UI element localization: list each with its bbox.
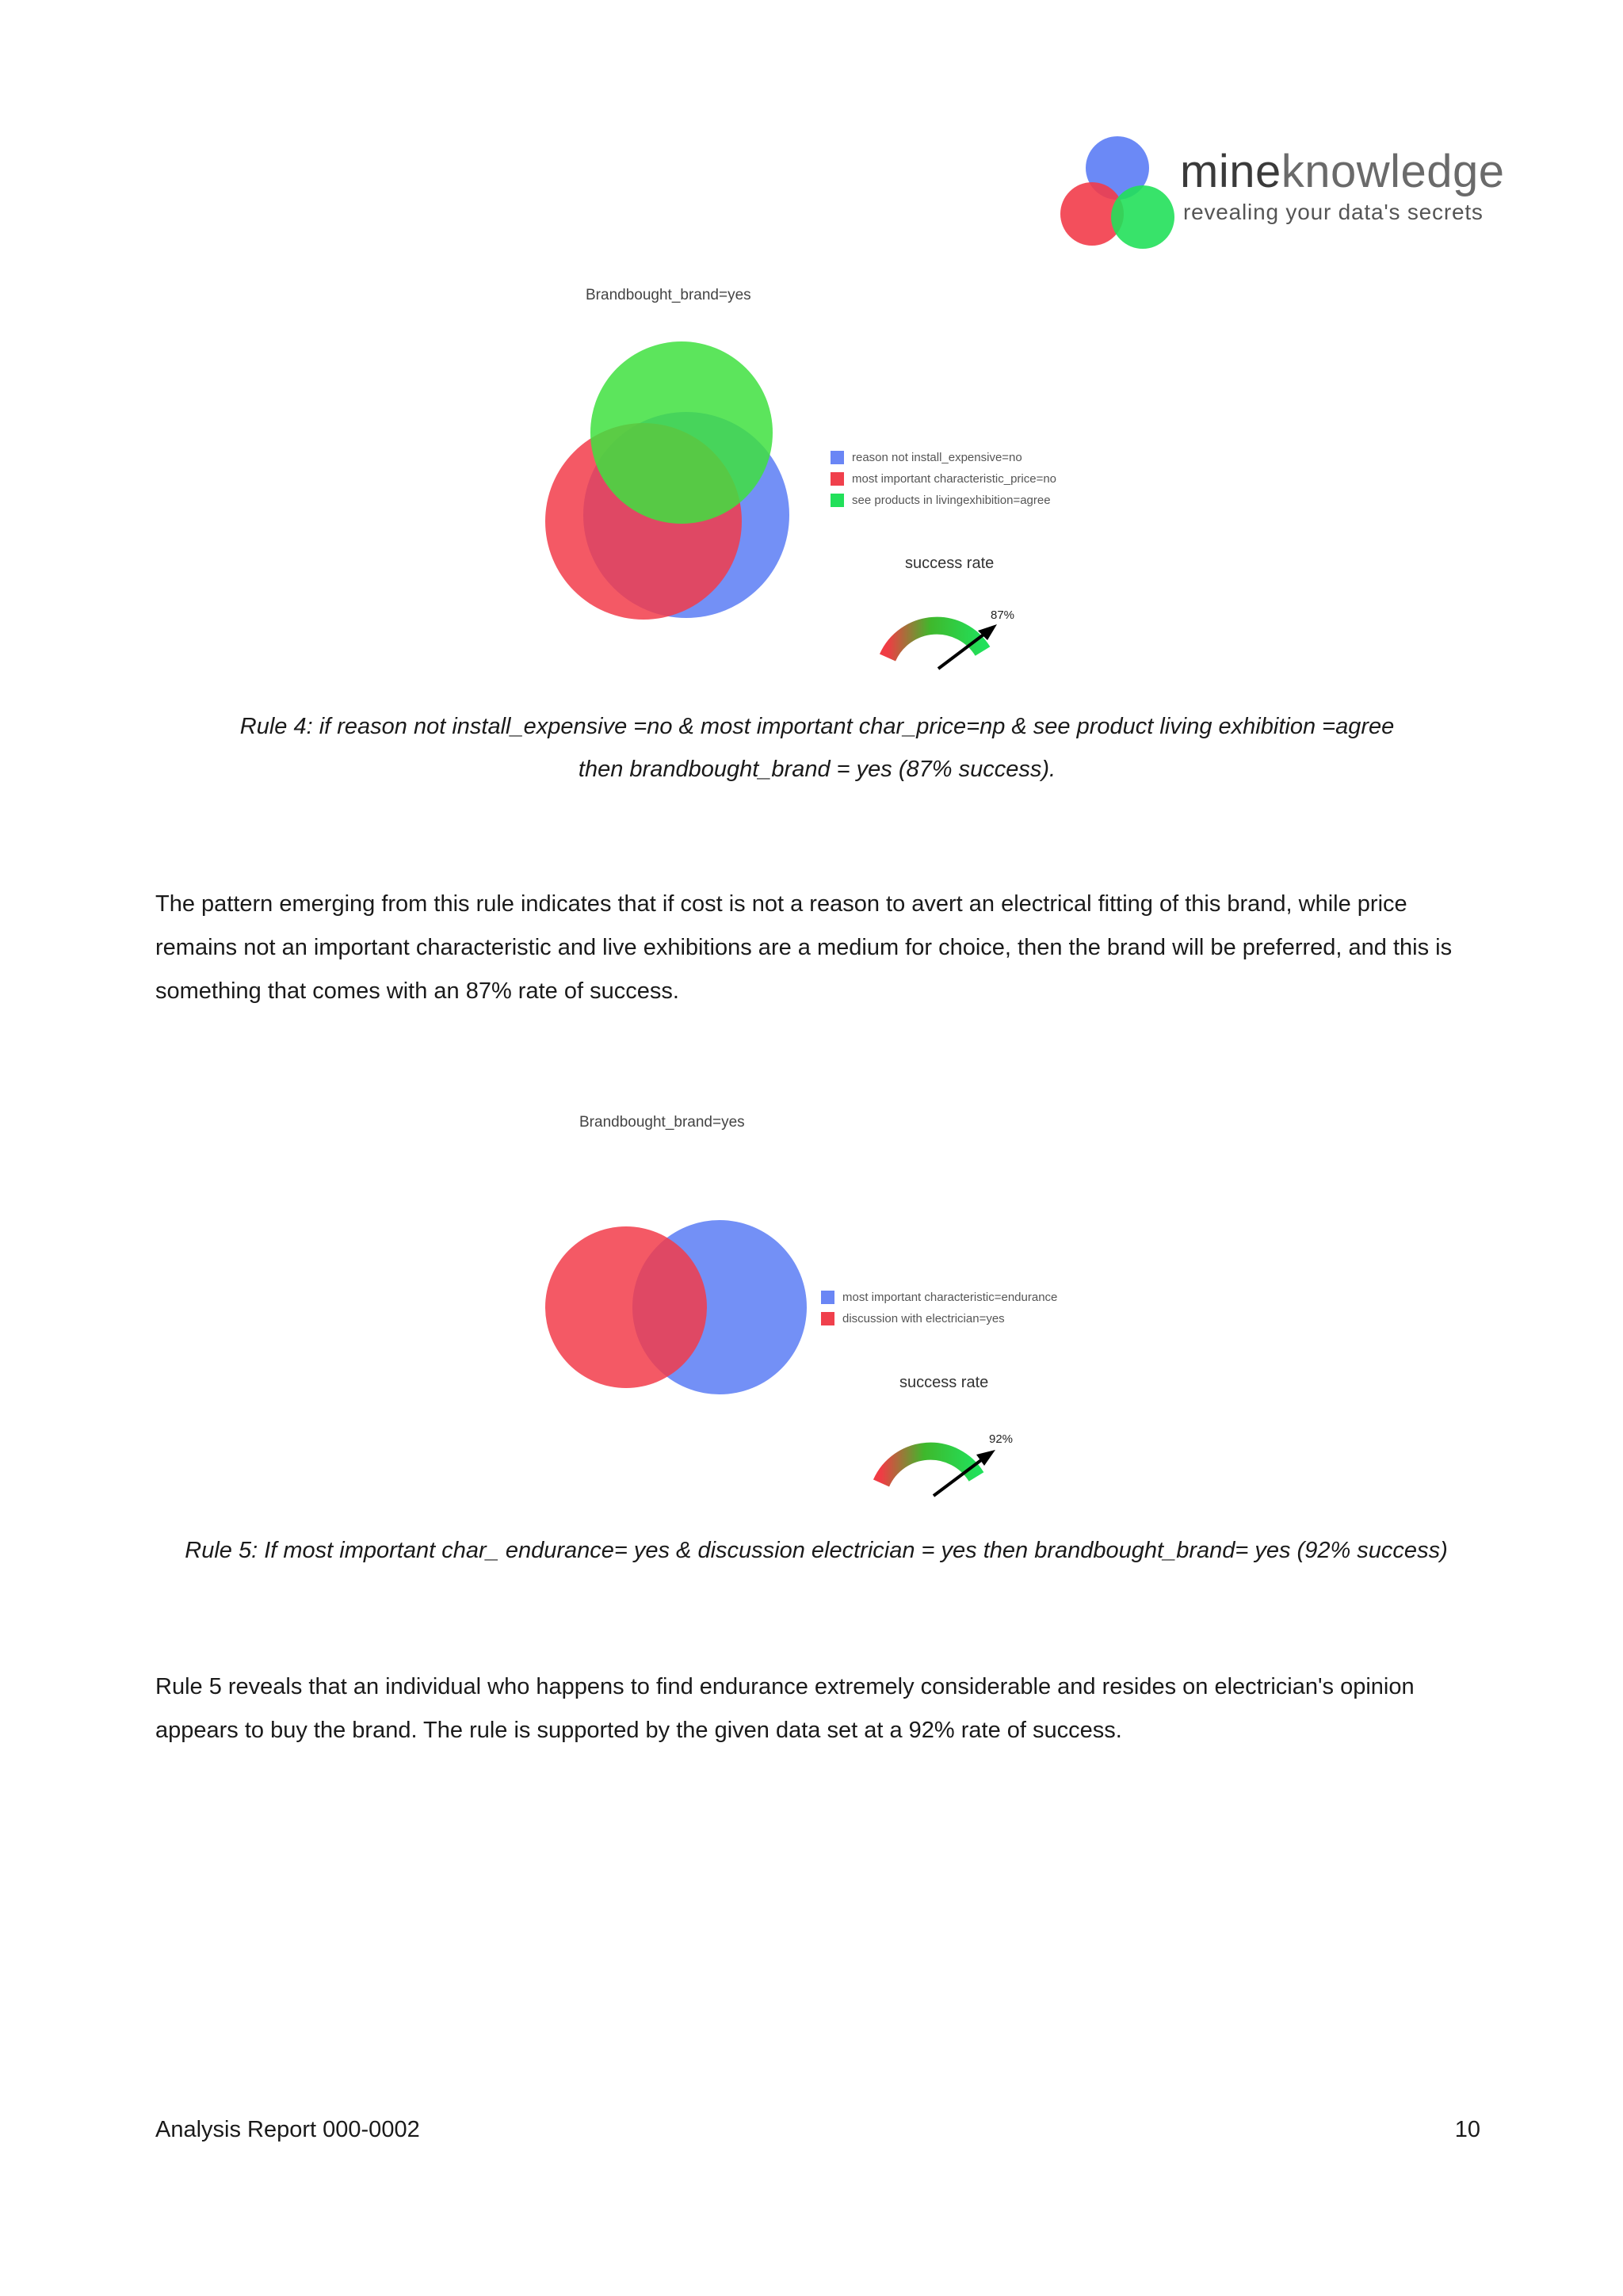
- footer-page-number: 10: [1454, 2117, 1480, 2142]
- figure1-legend-item: [831, 468, 1056, 490]
- logo-tagline: revealing your data's secrets: [1183, 200, 1484, 224]
- figure1-legend-item: [831, 490, 1056, 511]
- legend-label: see products in livingexhibition=agree: [852, 494, 1051, 507]
- rule4-caption-line2: then brandbought_brand = yes (87% success).: [578, 757, 1056, 782]
- figure2-gauge-label: success rate: [899, 1374, 989, 1391]
- rule4-caption: [155, 705, 1479, 791]
- figure2-legend-item: [821, 1287, 1057, 1308]
- figure1-gauge-value: 87%: [991, 608, 1015, 622]
- rule4-explanation-paragraph: The pattern emerging from this rule indicates that if cost is not a reason to avert an electrical fitting of this brand, while price remains not an important characteristic and live exhibitions are a medium for choice, then the brand will be preferred, and this is something that comes with an 87% rate of success.: [155, 891, 1453, 1004]
- figure1-legend-item: [831, 447, 1056, 468]
- figure2-legend: [821, 1287, 1057, 1329]
- legend-swatch-green: [831, 494, 844, 507]
- figure1-venn-diagram: [523, 333, 840, 634]
- figure2-gauge-value: 92%: [989, 1432, 1014, 1446]
- logo-word-mine: mine: [1180, 146, 1281, 197]
- footer-report-name: Analysis Report 000-0002: [155, 2117, 420, 2142]
- rule5-explanation-paragraph: Rule 5 reveals that an individual who happens to find endurance extremely considerable and resides on electrician's opinion appears to buy the brand. The rule is supported by the given data set at a 92% rate of success.: [155, 1674, 1415, 1743]
- rule4-caption-line1: Rule 4: if reason not install_expensive =no & most important char_price=np & see product living exhibition =agree: [239, 714, 1395, 739]
- logo-wordmark: [1180, 144, 1505, 200]
- gauge-arc: [881, 1451, 976, 1483]
- venn1-green-set: [590, 341, 773, 524]
- legend-swatch-blue: [821, 1291, 834, 1304]
- venn2-red-set: [545, 1226, 707, 1388]
- figure2-venn-diagram: [523, 1204, 840, 1410]
- legend-swatch-red: [821, 1312, 834, 1325]
- logo-green-circle: [1111, 185, 1174, 249]
- legend-label: discussion with electrician=yes: [842, 1312, 1005, 1325]
- rule5-caption-line1: Rule 5: If most important char_ endurance= yes & discussion electrician = yes then brandbought_brand= yes (92% success): [185, 1538, 1448, 1563]
- gauge-arc: [888, 626, 983, 658]
- figure1-gauge-label: success rate: [905, 555, 995, 572]
- figure2-legend-item: [821, 1308, 1057, 1329]
- figure1-title: Brandbought_brand=yes: [586, 287, 751, 303]
- legend-label: reason not install_expensive=no: [852, 451, 1022, 464]
- legend-label: most important characteristic_price=no: [852, 472, 1057, 486]
- legend-label: most important characteristic=endurance: [842, 1291, 1058, 1304]
- legend-swatch-red: [831, 472, 844, 486]
- rule5-caption: [119, 1529, 1514, 1572]
- figure1-legend: [831, 447, 1056, 511]
- logo-word-knowledge: knowledge: [1281, 146, 1505, 197]
- figure2-title: Brandbought_brand=yes: [579, 1114, 745, 1131]
- legend-swatch-blue: [831, 451, 844, 464]
